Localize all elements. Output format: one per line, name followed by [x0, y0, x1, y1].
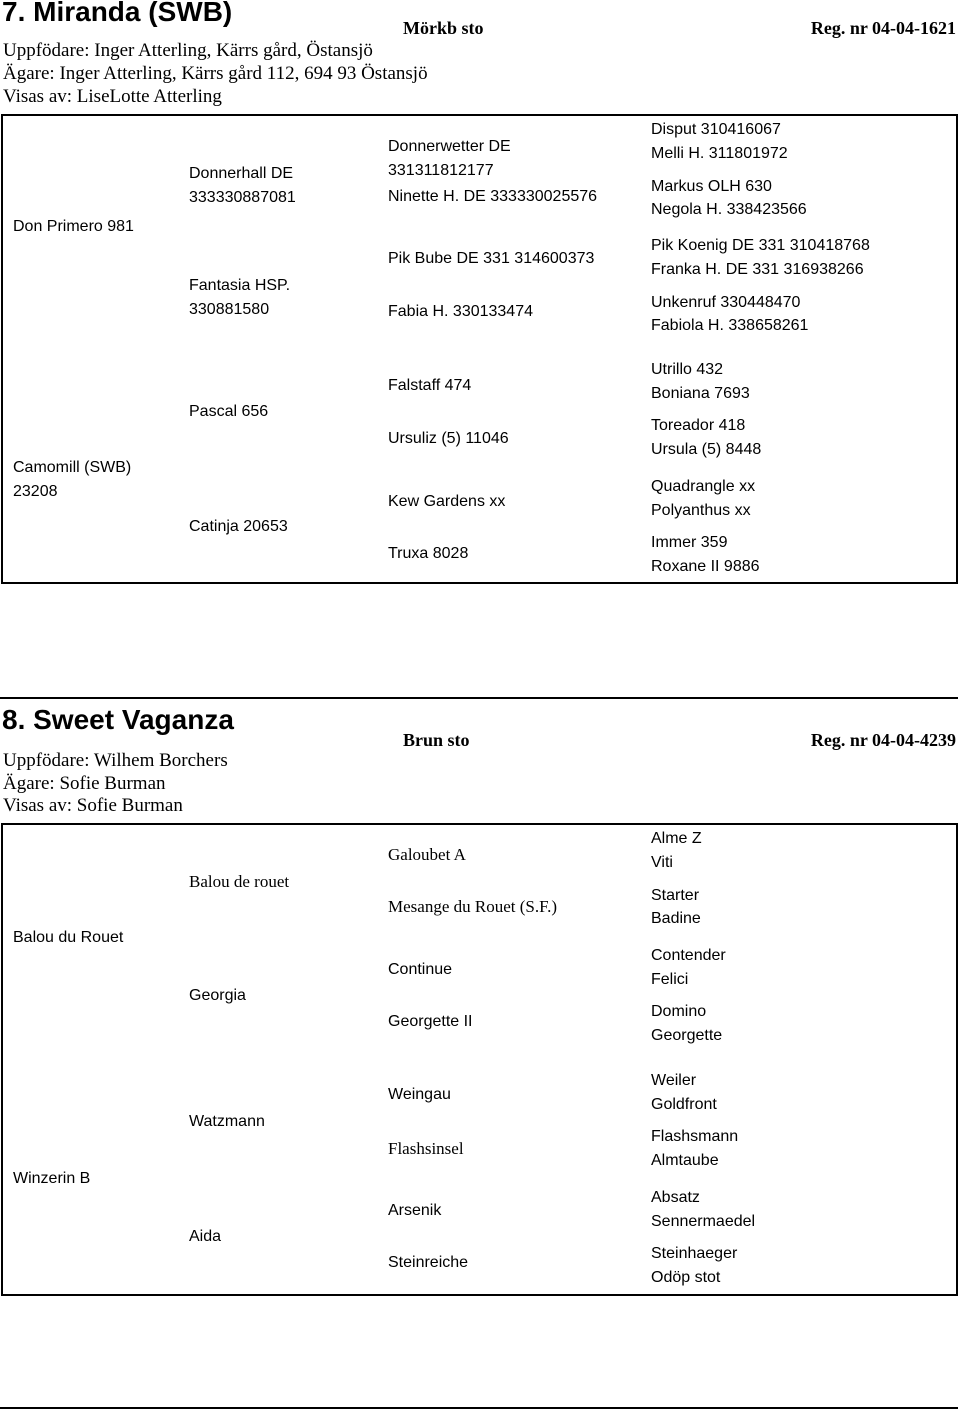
ancestor-g4: Badine — [651, 910, 701, 927]
ancestor-g4: Georgette — [651, 1027, 723, 1044]
dam-name: Winzerin B — [13, 1170, 91, 1187]
ancestor-g3: Galoubet A — [388, 845, 466, 864]
ancestor-g4: Negola H. 338423566 — [651, 201, 807, 218]
ancestor-g3: Kew Gardens xx — [388, 493, 506, 510]
granddam-dam: Aida — [189, 1228, 222, 1245]
ancestor-g3: Fabia H. 330133474 — [388, 303, 533, 320]
grandsire: Donnerhall DE 333330887081 — [189, 165, 296, 206]
shown-by-line: Visas av: Sofie Burman — [3, 795, 183, 816]
entry-heading: 7. Miranda (SWB) — [2, 0, 233, 27]
ancestor-g4: Alme Z — [651, 830, 702, 847]
ancestor-g4: Pik Koenig DE 331 310418768 — [651, 237, 870, 254]
ancestor-g4: Domino — [651, 1003, 707, 1020]
ancestor-g4: Immer 359 — [651, 534, 728, 551]
ancestor-g4: Unkenruf 330448470 — [651, 294, 801, 311]
ancestor-g4: Absatz — [651, 1189, 700, 1206]
granddam-sire: Pascal 656 — [189, 403, 269, 420]
ancestor-g4: Quadrangle xx — [651, 478, 756, 495]
entry-divider — [0, 1407, 958, 1409]
ancestor-g3: Weingau — [388, 1086, 451, 1103]
ancestor-g3: Mesange du Rouet (S.F.) — [388, 897, 558, 916]
granddam-sire: Watzmann — [189, 1113, 265, 1130]
ancestor-g4: Roxane II 9886 — [651, 558, 760, 575]
ancestor-g4: Markus OLH 630 — [651, 178, 772, 195]
pedigree-table — [1, 823, 958, 1296]
ancestor-g4: Viti — [651, 854, 673, 871]
shown-by-line: Visas av: LiseLotte Atterling — [3, 86, 222, 107]
ancestor-g4: Utrillo 432 — [651, 361, 724, 378]
ancestor-g3: Pik Bube DE 331 314600373 — [388, 250, 595, 267]
entry-heading: 8. Sweet Vaganza — [2, 704, 234, 735]
ancestor-g3: Georgette II — [388, 1013, 473, 1030]
ancestor-g3: Continue — [388, 961, 453, 978]
registration-number: Reg. nr 04-04-4239 — [810, 730, 956, 750]
granddam-dam: Catinja 20653 — [189, 518, 288, 535]
color-label: Mörkb sto — [403, 18, 484, 38]
grandsire: Balou de rouet — [189, 872, 290, 891]
ancestor-g4: Franka H. DE 331 316938266 — [651, 261, 864, 278]
ancestor-g3: Flashsinsel — [388, 1139, 464, 1158]
owner-line: Ägare: Inger Atterling, Kärrs gård 112, 694 93 Östansjö — [3, 63, 428, 84]
ancestor-g4: Boniana 7693 — [651, 385, 750, 402]
ancestor-g4: Steinhaeger — [651, 1245, 738, 1262]
ancestor-g3: Truxa 8028 — [388, 545, 469, 562]
ancestor-g3: Falstaff 474 — [388, 377, 472, 394]
ancestor-g4: Toreador 418 — [651, 417, 746, 434]
ancestor-g4: Ursula (5) 8448 — [651, 441, 762, 458]
owner-line: Ägare: Sofie Burman — [3, 773, 166, 794]
breeder-line: Uppfödare: Wilhem Borchers — [3, 750, 228, 771]
ancestor-g4: Starter — [651, 887, 700, 904]
entry-divider — [0, 697, 958, 699]
ancestor-g4: Odöp stot — [651, 1269, 721, 1286]
ancestor-g3: Arsenik — [388, 1202, 442, 1219]
ancestor-g4: Sennermaedel — [651, 1213, 756, 1230]
ancestor-g4: Contender — [651, 947, 726, 964]
ancestor-g3: Donnerwetter DE 331311812177 — [388, 138, 511, 179]
granddam: Georgia — [189, 987, 246, 1004]
ancestor-g4: Felici — [651, 971, 689, 988]
ancestor-g4: Melli H. 311801972 — [651, 145, 788, 162]
sire-name: Don Primero 981 — [13, 218, 134, 235]
ancestor-g3: Ninette H. DE 333330025576 — [388, 188, 598, 205]
ancestor-g4: Goldfront — [651, 1096, 717, 1113]
ancestor-g3: Ursuliz (5) 11046 — [388, 430, 509, 447]
registration-number: Reg. nr 04-04-1621 — [810, 18, 956, 38]
ancestor-g4: Flashsmann — [651, 1128, 739, 1145]
ancestor-g4: Disput 310416067 — [651, 121, 781, 138]
ancestor-g3: Steinreiche — [388, 1254, 469, 1271]
dam-name: Camomill (SWB) 23208 — [13, 459, 132, 500]
ancestor-g4: Fabiola H. 338658261 — [651, 317, 809, 334]
breeder-line: Uppfödare: Inger Atterling, Kärrs gård, Östansjö — [3, 40, 373, 61]
sire-name: Balou du Rouet — [13, 929, 124, 946]
ancestor-g4: Weiler — [651, 1072, 697, 1089]
ancestor-g4: Almtaube — [651, 1152, 719, 1169]
color-label: Brun sto — [403, 730, 470, 750]
granddam: Fantasia HSP. 330881580 — [189, 277, 291, 318]
ancestor-g4: Polyanthus xx — [651, 502, 751, 519]
